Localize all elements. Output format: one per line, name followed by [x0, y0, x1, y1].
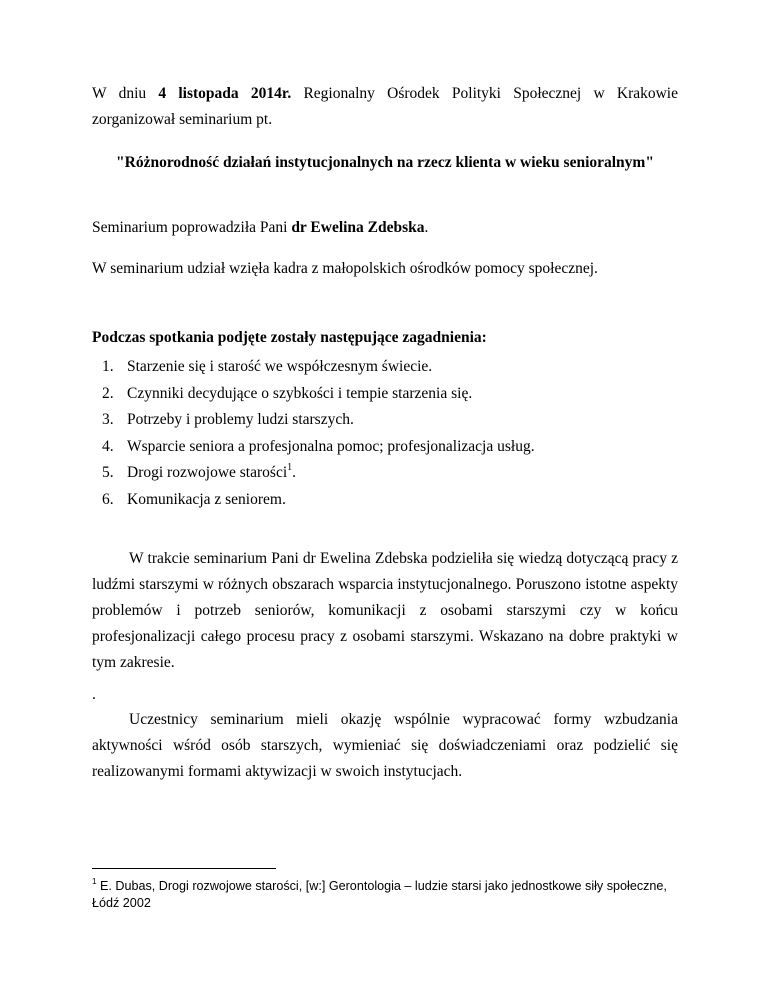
host-paragraph: Seminarium poprowadziła Pani dr Ewelina Zdebska. — [92, 219, 429, 236]
list-item: 5. Drogi rozwojowe starości$^1$. — [102, 461, 296, 481]
event-date: 4 listopada 2014r. — [158, 85, 292, 102]
footnote: $^1$ E. Dubas, Drogi rozwojowe starości, [w:] Gerontologia – ludzie starsi jako jednostkowe siły społeczne, Łódź 2002 — [92, 876, 667, 910]
summary-paragraph: W trakcie seminarium Pani dr Ewelina Zdebska podzieliła się wiedzą dotyczącą pracy z ludźmi starszymi w różnych obszarach wsparcia instytucjonalnego. Poruszono istotne aspekty problemów i potrzeb seniorów, komunikacji z osobami starszymi czy w końcu profesjonalizacji całego procesu pracy z osobami starszymi. Wskazano na dobre praktyki w tym zakresie. — [92, 550, 678, 671]
list-item: 3. Potrzeby i problemy ludzi starszych. — [102, 411, 354, 428]
host-name: dr Ewelina Zdebska — [291, 219, 425, 236]
stray-dot: . — [92, 686, 96, 703]
intro-line-1: W dniu 4 listopada 2014r. Regionalny Ośrodek Polityki Społecznej w Krakowie — [92, 85, 678, 102]
intro-line-2: zorganizował seminarium pt. — [92, 111, 273, 128]
seminar-title: "Różnorodność działań instytucjonalnych na rzecz klienta w wieku senioralnym" — [116, 154, 654, 171]
footnote-marker: 1 — [92, 876, 97, 886]
list-item: 6. Komunikacja z seniorem. — [102, 490, 286, 508]
issues-list — [92, 357, 678, 516]
participants-activity-paragraph: Uczestnicy seminarium mieli okazję wspólnie wypracować formy wzbudzania aktywności wśród osób starszych, wymieniać się doświadczeniami oraz podzielić się realizowanymi formami aktywizacji w swoich instytucjach. — [92, 711, 678, 780]
list-item: 2. Czynniki decydujące o szybkości i tempie starzenia się. — [102, 384, 473, 402]
intro-paragraph — [92, 81, 678, 133]
participants-paragraph: W seminarium udział wzięła kadra z małopolskich ośrodków pomocy społecznej. — [92, 260, 598, 277]
footnote-separator — [92, 868, 276, 869]
footnote-reference[interactable]: 1 — [287, 461, 293, 473]
issues-heading: Podczas spotkania podjęte zostały następujące zagadnienia: — [92, 329, 487, 346]
list-item: 1. Starzenie się i starość we współczesnym świecie. — [102, 358, 433, 375]
list-item: 4. Wsparcie seniora a profesjonalna pomoc; profesjonalizacja usług. — [102, 437, 535, 455]
